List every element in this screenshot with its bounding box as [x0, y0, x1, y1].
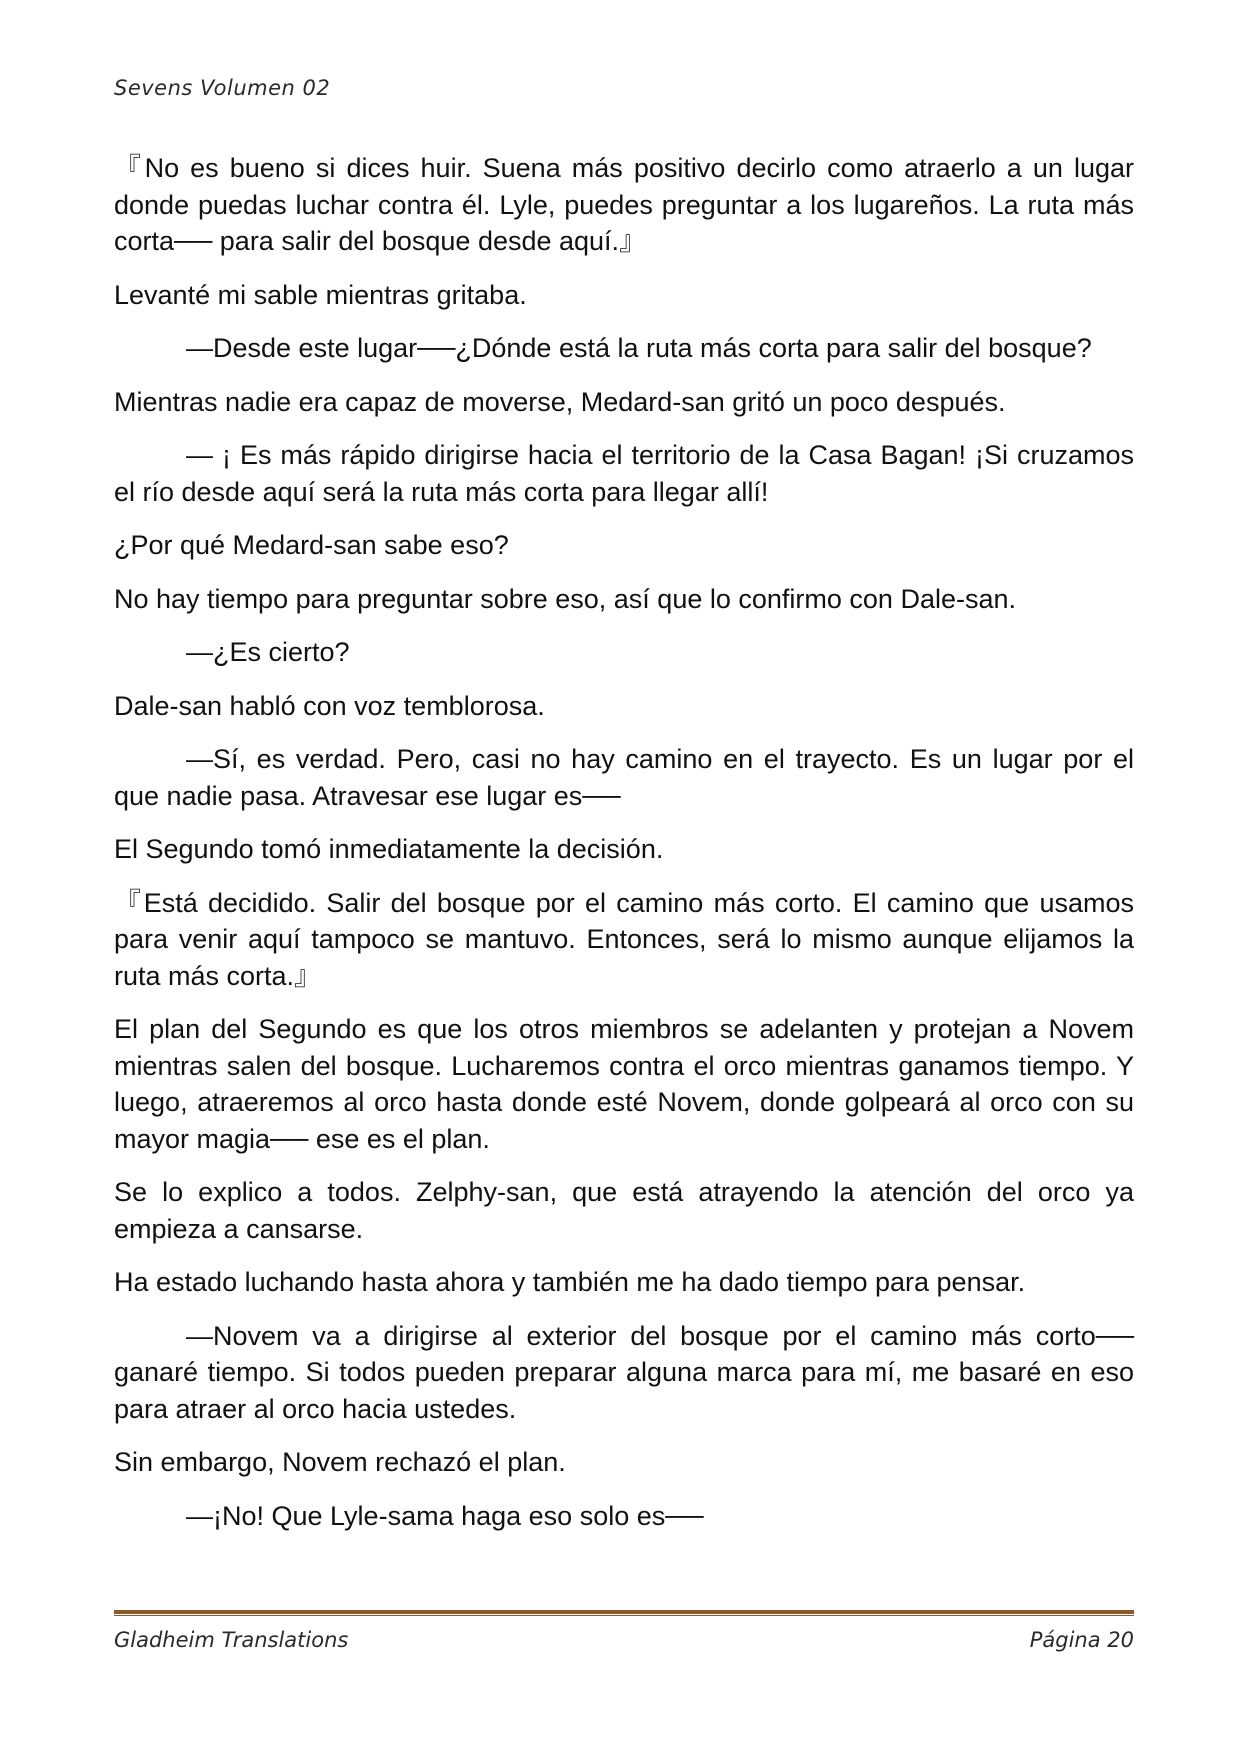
- paragraph: Mientras nadie era capaz de moverse, Medard-san gritó un poco después.: [114, 386, 1006, 417]
- paragraph: 『No es bueno si dices huir. Suena más positivo decirlo como atraerlo a un lugar donde puedas luchar contra él. Lyle, puedes preguntar a los lugareños. La ruta más corta── para salir del bosque desde aquí.』: [114, 153, 1134, 256]
- footer-divider-thin: [114, 1615, 1134, 1616]
- paragraph: — ¡ Es más rápido dirigirse hacia el territorio de la Casa Bagan! ¡Si cruzamos el río desde aquí será la ruta más corta para llegar allí!: [114, 440, 1134, 507]
- paragraph: —Sí, es verdad. Pero, casi no hay camino en el trayecto. Es un lugar por el que nadie pasa. Atravesar ese lugar es──: [114, 744, 1134, 811]
- paragraph: —Desde este lugar──¿Dónde está la ruta más corta para salir del bosque?: [186, 333, 1092, 363]
- footer-divider-thick: [114, 1610, 1134, 1614]
- paragraph: ¿Por qué Medard-san sabe eso?: [114, 530, 509, 560]
- running-header: Sevens Volumen 02: [114, 76, 331, 100]
- footer-page-number: Página 20: [1029, 1628, 1134, 1652]
- paragraph: El Segundo tomó inmediatamente la decisión.: [114, 834, 664, 864]
- paragraph: —Novem va a dirigirse al exterior del bosque por el camino más corto── ganaré tiempo. Si todos pueden preparar alguna marca para mí, me basaré en eso para atraer al orco hacia ustedes.: [114, 1320, 1134, 1424]
- paragraph: El plan del Segundo es que los otros miembros se adelanten y protejan a Novem mientras salen del bosque. Lucharemos contra el orco mientras ganamos tiempo. Y luego, atraeremos al orco hasta donde esté Novem, donde golpeará al orco con su mayor magia── ese es el plan.: [114, 1014, 1134, 1154]
- paragraph: Dale-san habló con voz temblorosa.: [114, 690, 545, 721]
- footer-publisher: Gladheim Translations: [114, 1628, 349, 1652]
- paragraph: Ha estado luchando hasta ahora y también me ha dado tiempo para pensar.: [114, 1267, 1026, 1297]
- paragraph: No hay tiempo para preguntar sobre eso, así que lo confirmo con Dale-san.: [114, 583, 1016, 614]
- paragraph: 『Está decidido. Salir del bosque por el camino más corto. El camino que usamos para venir aquí tampoco se mantuvo. Entonces, será lo mismo aunque elijamos la ruta más corta.』: [114, 887, 1134, 991]
- footer-divider: [114, 1610, 1134, 1616]
- paragraph: —¿Es cierto?: [186, 637, 350, 667]
- paragraph: Se lo explico a todos. Zelphy-san, que está atrayendo la atención del orco ya empieza a cansarse.: [114, 1177, 1134, 1244]
- body-text: [114, 150, 1134, 1551]
- paragraph: —¡No! Que Lyle-sama haga eso solo es──: [186, 1500, 704, 1531]
- paragraph: Levanté mi sable mientras gritaba.: [114, 279, 527, 310]
- paragraph: Sin embargo, Novem rechazó el plan.: [114, 1447, 566, 1477]
